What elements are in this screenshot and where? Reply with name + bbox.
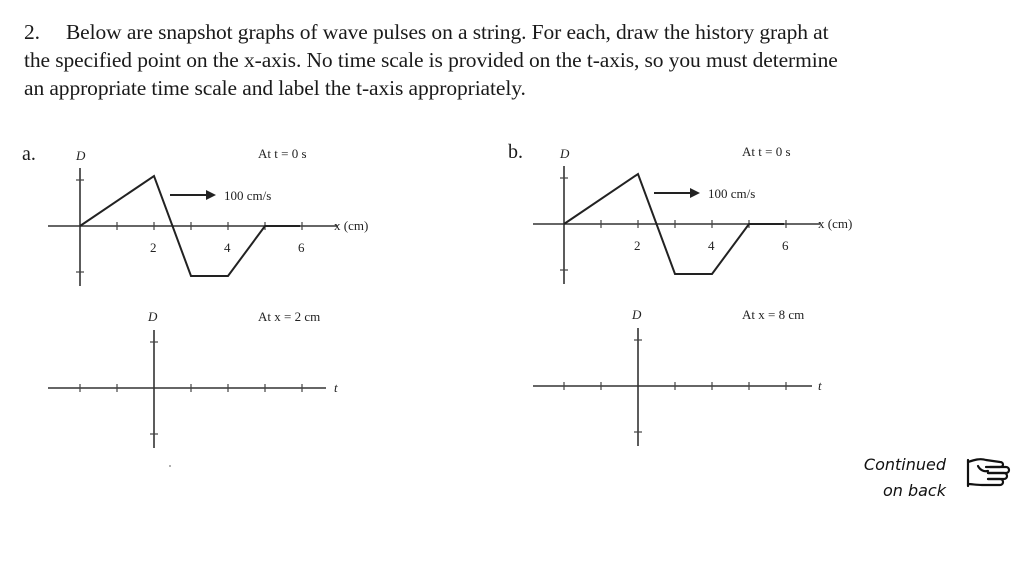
speed-label: 100 cm/s [708, 186, 756, 201]
problem-text-2: the specified point on the x-axis. No time scale is provided on the t-axis, so you must determine [24, 48, 838, 72]
x-axis-label: x (cm) [818, 216, 853, 231]
time-note: At t = 0 s [742, 144, 791, 159]
x-axis-label: x (cm) [334, 218, 369, 233]
continued-line-2: on back [882, 481, 946, 500]
position-note: At x = 2 cm [258, 309, 321, 324]
speed-label: 100 cm/s [224, 188, 272, 203]
arrowhead-icon [690, 188, 700, 198]
tick-label-2: 2 [150, 240, 157, 255]
part-a-label: a. [22, 143, 36, 165]
continued-line-1: Continued [863, 455, 946, 474]
y-axis-label: D [76, 148, 86, 163]
t-axis-label: t [818, 378, 822, 393]
part-b-snapshot-graph [533, 144, 852, 284]
tick-label-4: 4 [224, 240, 231, 255]
continued-note [846, 452, 946, 504]
part-a-snapshot-graph [48, 146, 368, 286]
time-note: At t = 0 s [258, 146, 307, 161]
part-b-history-graph [533, 307, 822, 446]
problem-number: 2. [24, 20, 40, 44]
part-b-label: b. [508, 141, 523, 163]
d-axis-label: D [148, 309, 158, 324]
tick-label-6: 6 [298, 240, 305, 255]
problem-text-1: Below are snapshot graphs of wave pulses on a string. For each, draw the history graph at [65, 20, 829, 44]
y-axis-label: D [560, 146, 570, 161]
d-axis-label: D [632, 307, 642, 322]
arrowhead-icon [206, 190, 216, 200]
pointing-hand-icon [968, 459, 1009, 486]
position-note: At x = 8 cm [742, 307, 805, 322]
tick-label-6: 6 [782, 238, 789, 253]
t-axis-label: t [334, 380, 338, 395]
problem-text-3: an appropriate time scale and label the t-axis appropriately. [24, 76, 526, 100]
tick-label-4: 4 [708, 238, 715, 253]
tick-label-2: 2 [634, 238, 641, 253]
part-a-history-graph [48, 309, 338, 448]
speck [169, 465, 171, 467]
